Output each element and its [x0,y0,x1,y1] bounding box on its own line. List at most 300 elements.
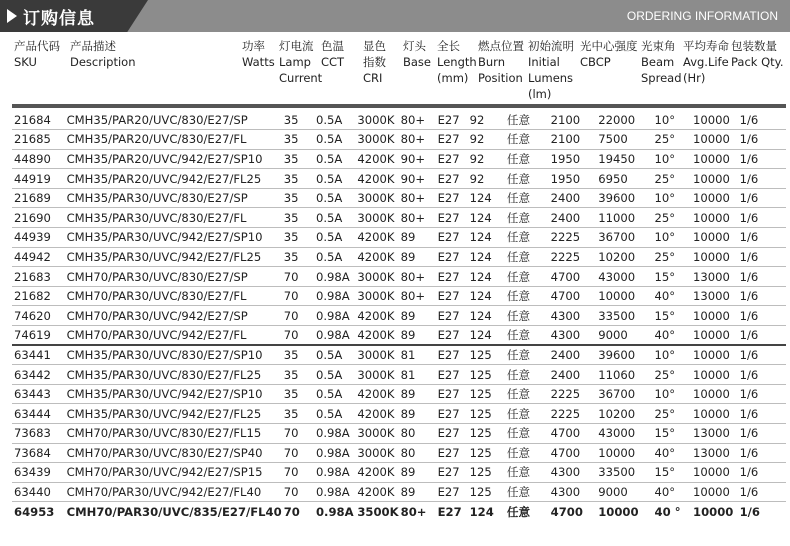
cell-description: CMH70/PAR30/UVC/830/E27/FL [65,286,282,306]
cell-lamp-current: 0.98A [314,306,355,326]
cell-pack-qty: 1/6 [738,365,786,385]
cell-burn-position: 任意 [505,169,549,189]
cell-length: 124 [468,326,505,346]
header-burn-position-cn: 燃点位置 [478,39,524,53]
cell-cct: 3000K [355,345,398,365]
cell-lamp-current: 0.5A [314,384,355,404]
header-watts [242,38,275,70]
ordering-info-banner [0,0,790,32]
cell-initial-lumens: 4700 [549,267,597,287]
cell-length: 124 [468,208,505,228]
header-avg-life [683,38,729,86]
cell-initial-lumens: 4300 [549,482,597,502]
cell-cri: 81 [399,345,436,365]
cell-sku: 63443 [12,384,65,404]
table-row [12,424,786,444]
cell-lamp-current: 0.98A [314,463,355,483]
table-row [12,404,786,424]
cell-avg-life: 10000 [691,208,738,228]
cell-cbcp: 11060 [596,365,652,385]
cell-beam-spread: 40° [653,326,691,346]
cell-base: E27 [436,228,468,248]
cell-lamp-current: 0.5A [314,169,355,189]
cell-cct: 4200K [355,404,398,424]
cell-watts: 70 [282,463,314,483]
cell-cri: 89 [399,384,436,404]
cell-initial-lumens: 2100 [549,110,597,130]
cell-cbcp: 9000 [596,326,652,346]
cell-avg-life: 10000 [691,482,738,502]
cell-sku: 21689 [12,188,65,208]
header-description-en: Description [70,55,136,69]
cell-cbcp: 33500 [596,463,652,483]
cell-length: 92 [468,130,505,150]
cell-beam-spread: 25° [653,247,691,267]
cell-length: 125 [468,463,505,483]
cell-beam-spread: 15° [653,306,691,326]
cell-watts: 70 [282,306,314,326]
cell-initial-lumens: 4300 [549,326,597,346]
cell-lamp-current: 0.98A [314,326,355,346]
cell-cri: 80+ [400,504,427,519]
cell-lamp-current: 0.5A [314,228,355,248]
header-length-en: (mm) [437,71,469,85]
cell-cbcp: 10000 [598,504,639,519]
table-row [12,326,786,346]
cell-cbcp: 22000 [596,110,652,130]
cell-watts: 35 [282,208,314,228]
cell-cct: 4200K [355,169,398,189]
cell-initial-lumens: 2400 [549,345,597,365]
header-avg-life-en: Avg.Life [683,55,729,69]
cell-cri: 89 [399,247,436,267]
cell-lamp-current: 0.5A [314,130,355,150]
header-description [70,38,136,70]
cell-cct: 3000K [355,208,398,228]
header-cct-en: CCT [321,55,345,69]
cell-sku: 64953 [14,504,55,519]
cell-cct: 3000K [355,286,398,306]
cell-length: 124 [468,267,505,287]
cell-base: E27 [436,404,468,424]
cell-pack-qty: 1/6 [738,482,786,502]
cell-sku: 63441 [12,345,65,365]
cell-sku: 44942 [12,247,65,267]
table-row [12,228,786,248]
header-pack-qty-en: Pack Qty. [731,55,784,69]
cell-beam-spread: 25° [653,365,691,385]
cell-avg-life: 13000 [691,424,738,444]
cell-watts: 35 [282,110,314,130]
cell-beam-spread: 15° [653,463,691,483]
table-row [12,110,786,130]
cell-beam-spread: 10° [653,228,691,248]
cell-watts: 70 [282,286,314,306]
cell-avg-life: 10000 [693,504,734,519]
cell-description: CMH70/PAR30/UVC/942/E27/FL [65,326,282,346]
cell-cbcp: 33500 [596,306,652,326]
cell-watts: 35 [282,169,314,189]
cell-initial-lumens: 2400 [549,365,597,385]
cell-cct: 4200K [355,384,398,404]
cell-length: 92 [468,110,505,130]
cell-sku: 21690 [12,208,65,228]
cell-avg-life: 10000 [691,463,738,483]
cell-burn-position: 任意 [506,504,531,519]
cell-beam-spread: 25° [653,130,691,150]
cell-beam-spread: 10° [653,188,691,208]
cell-description: CMH35/PAR20/UVC/830/E27/FL [65,130,282,150]
header-sku [14,38,60,70]
cell-description: CMH35/PAR20/UVC/942/E27/SP10 [65,149,282,169]
cell-sku: 21682 [12,286,65,306]
cell-cbcp: 43000 [596,267,652,287]
header-cct [321,38,344,70]
header-burn-position [478,38,524,86]
cell-avg-life: 10000 [691,404,738,424]
cell-beam-spread: 10° [653,345,691,365]
cell-cbcp: 6950 [596,169,652,189]
cell-base: E27 [436,443,468,463]
cell-cri: 81 [399,365,436,385]
cell-watts: 70 [282,482,314,502]
cell-burn-position: 任意 [505,130,549,150]
cell-length: 125 [468,482,505,502]
header-watts-en: Watts [242,55,275,69]
table-row [12,247,786,267]
cell-watts: 70 [282,326,314,346]
cell-cct: 4200K [355,463,398,483]
header-lamp-current-cn: 灯电流 [279,39,314,53]
cell-beam-spread: 15° [653,267,691,287]
cell-lamp-current: 0.98A [314,482,355,502]
cell-watts: 35 [282,404,314,424]
table-row [12,286,786,306]
cell-cct: 3000K [355,267,398,287]
cell-description: CMH70/PAR30/UVC/830/E27/SP [65,267,282,287]
cell-sku: 21683 [12,267,65,287]
cell-length: 124 [469,504,494,519]
cell-base: E27 [436,267,468,287]
cell-base: E27 [436,169,468,189]
cell-lamp-current: 0.98A [315,504,354,519]
cell-base: E27 [436,326,468,346]
cell-beam-spread: 10° [653,384,691,404]
header-initial-lumens [528,38,574,102]
cell-pack-qty: 1/6 [738,208,786,228]
cell-burn-position: 任意 [505,326,549,346]
cell-burn-position: 任意 [505,443,549,463]
cell-watts: 35 [282,228,314,248]
cell-avg-life: 13000 [691,267,738,287]
cell-cbcp: 36700 [596,384,652,404]
cell-burn-position: 任意 [505,424,549,444]
cell-initial-lumens: 2400 [549,208,597,228]
cell-watts: 35 [282,247,314,267]
cell-cct: 3500K [357,504,399,519]
cell-pack-qty: 1/6 [738,345,786,365]
cell-cbcp: 43000 [596,424,652,444]
play-arrow-icon [7,9,17,23]
cell-cri: 89 [399,404,436,424]
cell-cri: 89 [399,482,436,502]
cell-cri: 80+ [399,188,436,208]
cell-burn-position: 任意 [505,267,549,287]
header-base-en: Base [403,55,432,69]
cell-sku: 73683 [12,424,65,444]
cell-base: E27 [436,306,468,326]
cell-length: 125 [468,384,505,404]
cell-avg-life: 10000 [691,110,738,130]
cell-cct: 3000K [355,424,398,444]
header-divider [12,104,786,108]
cell-description: CMH35/PAR30/UVC/830/E27/FL25 [65,365,282,385]
cell-avg-life: 10000 [691,130,738,150]
cell-burn-position: 任意 [505,208,549,228]
header-cri-en: 指数 [363,55,386,69]
table-row [12,365,786,385]
cell-initial-lumens: 4700 [549,424,597,444]
cell-cri: 90+ [399,169,436,189]
cell-sku: 63440 [12,482,65,502]
cell-cct: 4200K [355,482,398,502]
cell-length: 124 [468,247,505,267]
cell-initial-lumens: 4700 [549,443,597,463]
header-initial-lumens-en: (lm) [528,87,552,101]
cell-burn-position: 任意 [505,228,549,248]
cell-description: CMH70/PAR30/UVC/830/E27/FL15 [65,424,282,444]
cell-description: CMH70/PAR30/UVC/942/E27/SP [65,306,282,326]
header-lamp-current [279,38,322,86]
cell-initial-lumens: 4300 [549,463,597,483]
table-row [12,443,786,463]
cell-initial-lumens: 2225 [549,228,597,248]
table-row [12,306,786,326]
cell-sku: 21685 [12,130,65,150]
banner-title: 订购信息 [23,9,95,29]
cell-initial-lumens: 2225 [549,384,597,404]
cell-cct: 3000K [355,110,398,130]
cell-cbcp: 19450 [596,149,652,169]
cell-description: CMH35/PAR30/UVC/942/E27/SP10 [65,384,282,404]
cell-initial-lumens: 4700 [550,504,583,519]
cell-lamp-current: 0.98A [314,443,355,463]
cell-lamp-current: 0.5A [314,404,355,424]
cell-base: E27 [437,504,462,519]
cell-base: E27 [436,149,468,169]
cell-sku: 44919 [12,169,65,189]
cell-pack-qty: 1/6 [738,424,786,444]
cell-burn-position: 任意 [505,482,549,502]
cell-base: E27 [436,482,468,502]
cell-burn-position: 任意 [505,404,549,424]
cell-beam-spread: 40° [653,443,691,463]
cell-lamp-current: 0.5A [314,345,355,365]
cell-beam-spread: 40° [653,482,691,502]
header-length-cn: 全长 [437,39,460,53]
cell-length: 125 [468,443,505,463]
cell-lamp-current: 0.98A [314,424,355,444]
cell-cri: 89 [399,228,436,248]
cell-cbcp: 7500 [596,130,652,150]
cell-avg-life: 10000 [691,306,738,326]
cell-avg-life: 13000 [691,286,738,306]
cell-cbcp: 39600 [596,345,652,365]
header-burn-position-en: Burn [478,55,505,69]
cell-watts: 35 [282,130,314,150]
cell-cct: 4200K [355,228,398,248]
cell-avg-life: 10000 [691,384,738,404]
cell-beam-spread: 25° [653,208,691,228]
cell-pack-qty: 1/6 [738,110,786,130]
cell-watts: 35 [282,365,314,385]
cell-sku: 21684 [12,110,65,130]
cell-cct: 3000K [355,188,398,208]
cell-base: E27 [436,424,468,444]
header-avg-life-en: (Hr) [683,71,706,85]
cell-initial-lumens: 2100 [549,130,597,150]
cell-sku: 44939 [12,228,65,248]
cell-pack-qty: 1/6 [738,130,786,150]
cell-lamp-current: 0.5A [314,110,355,130]
cell-lamp-current: 0.5A [314,247,355,267]
header-pack-qty-cn: 包装数量 [731,39,777,53]
cell-sku: 63444 [12,404,65,424]
cell-pack-qty: 1/6 [738,326,786,346]
header-lamp-current-en: Lamp [279,55,311,69]
cell-length: 124 [468,306,505,326]
cell-watts: 35 [282,345,314,365]
cell-cbcp: 39600 [596,188,652,208]
cell-pack-qty: 1/6 [738,247,786,267]
cell-description: CMH35/PAR30/UVC/830/E27/SP10 [65,345,282,365]
cell-length: 124 [468,188,505,208]
cell-sku: 63442 [12,365,65,385]
cell-watts: 70 [283,504,300,519]
cell-pack-qty: 1/6 [738,228,786,248]
cell-lamp-current: 0.5A [314,365,355,385]
cell-pack-qty: 1/6 [738,306,786,326]
cell-avg-life: 10000 [691,345,738,365]
cell-cri: 89 [399,306,436,326]
cell-beam-spread: 10° [653,149,691,169]
cell-description: CMH35/PAR20/UVC/830/E27/SP [65,110,282,130]
cell-cri: 90+ [399,149,436,169]
header-cct-cn: 色温 [321,39,344,53]
cell-cri: 80+ [399,110,436,130]
cell-cct: 4200K [355,149,398,169]
cell-burn-position: 任意 [505,286,549,306]
cell-watts: 70 [282,267,314,287]
cell-cri: 80+ [399,267,436,287]
header-pack-qty [731,38,784,70]
cell-cri: 80+ [399,286,436,306]
header-initial-lumens-en: Initial [528,55,560,69]
cell-avg-life: 10000 [691,228,738,248]
header-cbcp-cn: 光中心强度 [580,39,638,53]
cell-sku: 74619 [12,326,65,346]
cell-base: E27 [436,463,468,483]
cell-length: 125 [468,404,505,424]
cell-beam-spread: 10° [653,110,691,130]
cell-cbcp: 10200 [596,404,652,424]
header-beam-spread [641,38,682,86]
cell-avg-life: 10000 [691,188,738,208]
header-cri-en: CRI [363,71,383,85]
table-row [12,208,786,228]
cell-burn-position: 任意 [505,384,549,404]
cell-sku: 63439 [12,463,65,483]
cell-base: E27 [436,286,468,306]
cell-cbcp: 9000 [596,482,652,502]
cell-pack-qty: 1/6 [738,188,786,208]
header-length-en: Length [437,55,477,69]
header-cri [363,38,386,86]
cell-initial-lumens: 2225 [549,404,597,424]
cell-avg-life: 10000 [691,326,738,346]
table-row [12,267,786,287]
cell-description: CMH70/PAR30/UVC/942/E27/SP15 [65,463,282,483]
cell-description: CMH70/PAR30/UVC/835/E27/FL40 [66,504,282,519]
cell-cri: 80+ [399,130,436,150]
header-cri-cn: 显色 [363,39,386,53]
cell-cct: 4200K [355,306,398,326]
cell-description: CMH35/PAR30/UVC/942/E27/SP10 [65,228,282,248]
cell-cri: 89 [399,463,436,483]
cell-base: E27 [436,110,468,130]
cell-sku: 73684 [12,443,65,463]
cell-watts: 35 [282,188,314,208]
cell-beam-spread: 15° [653,424,691,444]
header-initial-lumens-cn: 初始流明 [528,39,574,53]
cell-burn-position: 任意 [505,188,549,208]
cell-base: E27 [436,345,468,365]
banner-subtitle: ORDERING INFORMATION [626,9,778,23]
table-row [12,384,786,404]
cell-length: 92 [468,149,505,169]
cell-initial-lumens: 4700 [549,286,597,306]
cell-base: E27 [436,130,468,150]
cell-burn-position: 任意 [505,110,549,130]
cell-burn-position: 任意 [505,365,549,385]
cell-base: E27 [436,188,468,208]
header-cbcp-en: CBCP [580,55,611,69]
cell-pack-qty: 1/6 [738,149,786,169]
table-row [12,169,786,189]
cell-length: 125 [468,345,505,365]
cell-cct: 3000K [355,130,398,150]
cell-description: CMH35/PAR20/UVC/942/E27/FL25 [65,169,282,189]
cell-description: CMH70/PAR30/UVC/830/E27/SP40 [65,443,282,463]
cell-pack-qty: 1/6 [739,504,760,519]
cell-sku: 74620 [12,306,65,326]
cell-cri: 89 [399,326,436,346]
header-avg-life-cn: 平均寿命 [683,39,729,53]
table-row [12,149,786,169]
cell-cbcp: 10200 [596,247,652,267]
cell-initial-lumens: 1950 [549,169,597,189]
cell-sku: 44890 [12,149,65,169]
cell-base: E27 [436,365,468,385]
cell-initial-lumens: 2400 [549,188,597,208]
cell-initial-lumens: 4300 [549,306,597,326]
cell-watts: 35 [282,384,314,404]
cell-burn-position: 任意 [505,306,549,326]
table-row [12,188,786,208]
cell-cbcp: 10000 [596,443,652,463]
cell-burn-position: 任意 [505,463,549,483]
cell-burn-position: 任意 [505,247,549,267]
